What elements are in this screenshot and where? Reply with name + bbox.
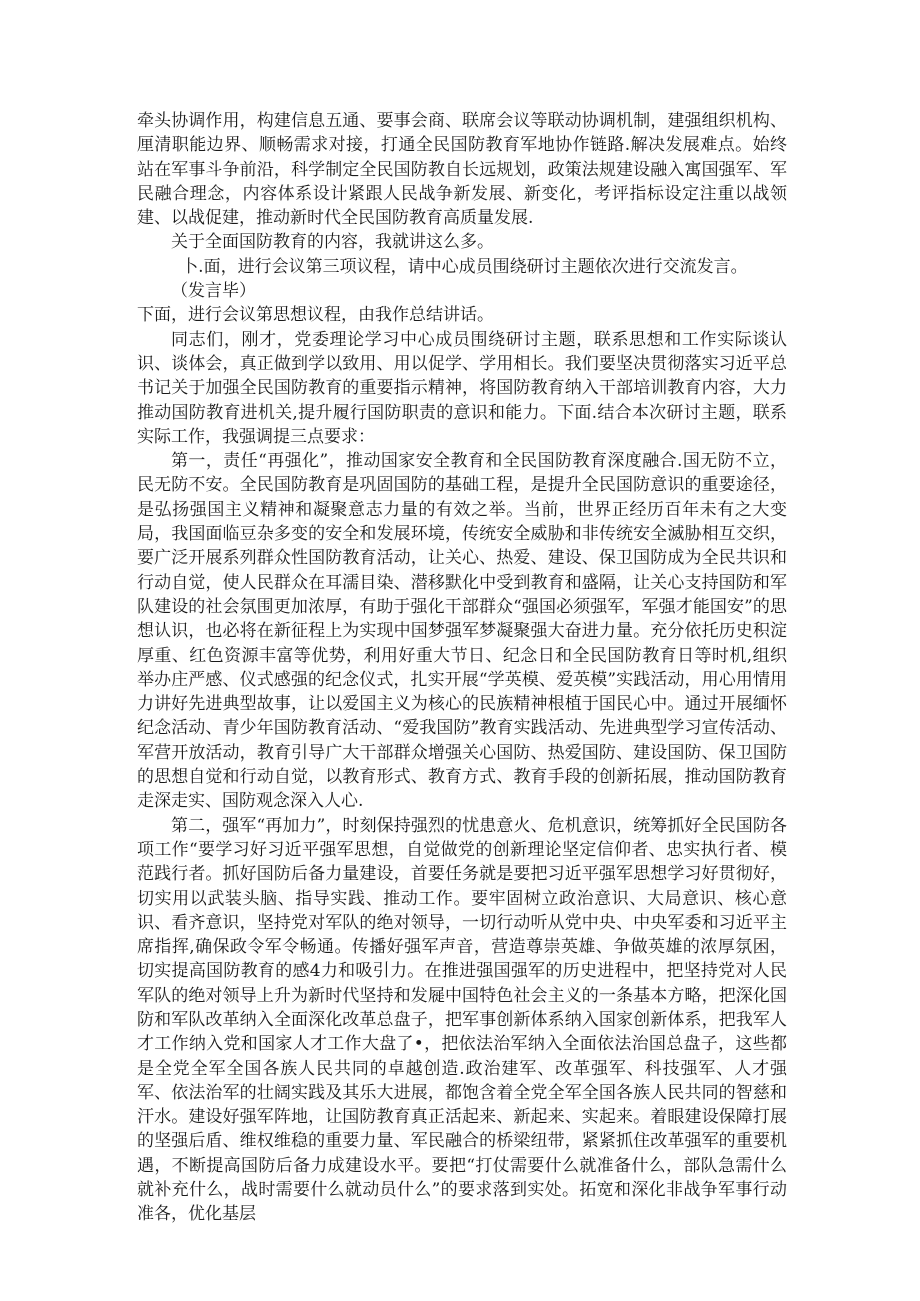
paragraph-agenda-item-three: 卜.面，进行会议第三项议程，请中心成员围绕研讨主题依次进行交流发言。: [181, 256, 748, 277]
paragraph-continuation: 牵头协调作用，构建信息五通、要事会商、联席会议等联动协调机制，建强组织机构、厘清职能边界、顺畅需求对接，打通全民国防教育军地协作链路.解决发展难点。始终站在军事斗争前沿，科学制定全民国防教自长远规划，政策法规建设融入寓国强军、军民融合理念，内容体系设计紧跟人民战争新发展、新变化，考评指标设定注重以战领建、以战促建，推动新时代全民国防教育高质量发展.: [137, 111, 787, 229]
paragraph-closing-remark: 关于全面国防教育的内容，我就讲这么多。: [171, 232, 494, 253]
paragraph-comrades-intro: 同志们，刚才，党委理论学习中心成员围绕研讨主题，联系思想和工作实际谈认识、谈体会，真正做到学以致用、用以促学、学用相长。我们要坚决贯彻落实习近平总书记关于加强全民国防教育的重要指示精神，将国防教育纳入干部培训教育内容，大力推动国防教育进机关,提升履行国防职责的意识和能力。下面.结合本次研讨主题，联系实际工作，我强调提三点要求：: [137, 329, 787, 447]
paragraph-point-two: 第二，强军“再加力”，时刻保持强烈的忧患意火、危机意识，统筹抓好全民国防各项工作“要学习好习近平强军思想，自觉做党的创新理论坚定信仰者、忠实执行者、模范践行者。抓好国防后备力量建设，首要任务就是要把习近平强军思想学习好贯彻好，切实用以武装头脑、指导实践、推动工作。要牢固树立政治意识、大局意识、核心意识、看齐意识，坚持党对军队的绝对领导，一切行动听从党中央、中央军委和习近平主席指挥,确保政令军令畅通。传播好强军声音，营造尊崇英雄、争做英雄的浓厚氛困，切实提高国防教育的感4力和吸引力。在推进强国强军的历史进程中，把坚持党对人民军队的绝对领导上升为新时代坚持和发屣中国特色社会主义的一条基本方略，把深化国防和军队改革纳入全面深化改革总盘子，把军事创新体系纳入国家创新体系，把我军人才工作纳入党和国家人才工作大盘了•，把依法治军纳入全面依法治国总盘子，这些都是全党全军全国各族人民共同的卓越创造.政治建军、改革强军、科技强军、人才强军、依法治军的壮阔实践及其乐大进展，都饱含着全党全军全国各族人民共同的智慈和汗水。建设好强军阵地，让国防教育真正活起来、新起来、实起来。着眼建设保障打展的坚强后盾、维权维稳的重要力量、军民融合的桥梁纽带，紧紧抓住改革强军的重要机遇，不断提高国防后备力成建设水平。要把“打仗需要什么就准备什么，部队急需什么就补充什么，战时需要什么就动员什么”的要求落到实处。拓宽和深化非战争军事行动准各，优化基层: [137, 815, 787, 1225]
paragraph-point-one: 第一，责任“再强化”，推动国家安全教育和全民国防教育深度融合.国无防不立，民无防不安。全民国防教育是巩固国防的基础工程，是提升全民国防意识的重要途径，是弘扬强国主义精神和凝聚意志力量的有效之举。当前，世界正经历百年未有之大变局，我国面临豆杂多变的安全和发展环境，传统安全威胁和非传统安全滅胁相互交织，要广泛开展系列群众性国防教育活动，让关心、热爱、建设、保卫国防成为全民共识和行动自觉，使人民群众在耳濡目染、潜移默化中受到教育和盛隔，让关心支持国防和军队建设的社会氛围更加浓厚，有助于强化干部群众“强国必须强军，军强才能国安”的思想认识，也必将在新征程上为实现中国梦强军梦凝聚强大奋进力量。充分依托历史积淀厚重、红色资源丰富等优势，利用好重大节日、纪念日和全民国防教育日等时机,组织举办庄严感、仪式感强的纪念仪式，扎实开展“学英模、爱英模”实践活动，用心用情用力讲好先进典型故事，让以爱国主义为核心的民族精神根植于国民心中。通过开展缅怀纪念活动、青少年国防教育活动、“爱我国防”教育实践活动、先进典型学习宣传活动、军营开放活动，教育引导广大干部群众增强关心国防、热爱国防、建设国防、保卫国防的思想自觉和行动自觉，以教育形式、教育方式、教育手段的创新拓展，推动国防教育走深走实、国防观念深入人心.: [137, 451, 787, 812]
paragraph-speech-end-note: （发言毕）: [171, 281, 256, 302]
document-body: [137, 109, 787, 1227]
paragraph-agenda-summary: 下面，进行会议第思想议程，由我作总结讲话。: [137, 305, 494, 326]
